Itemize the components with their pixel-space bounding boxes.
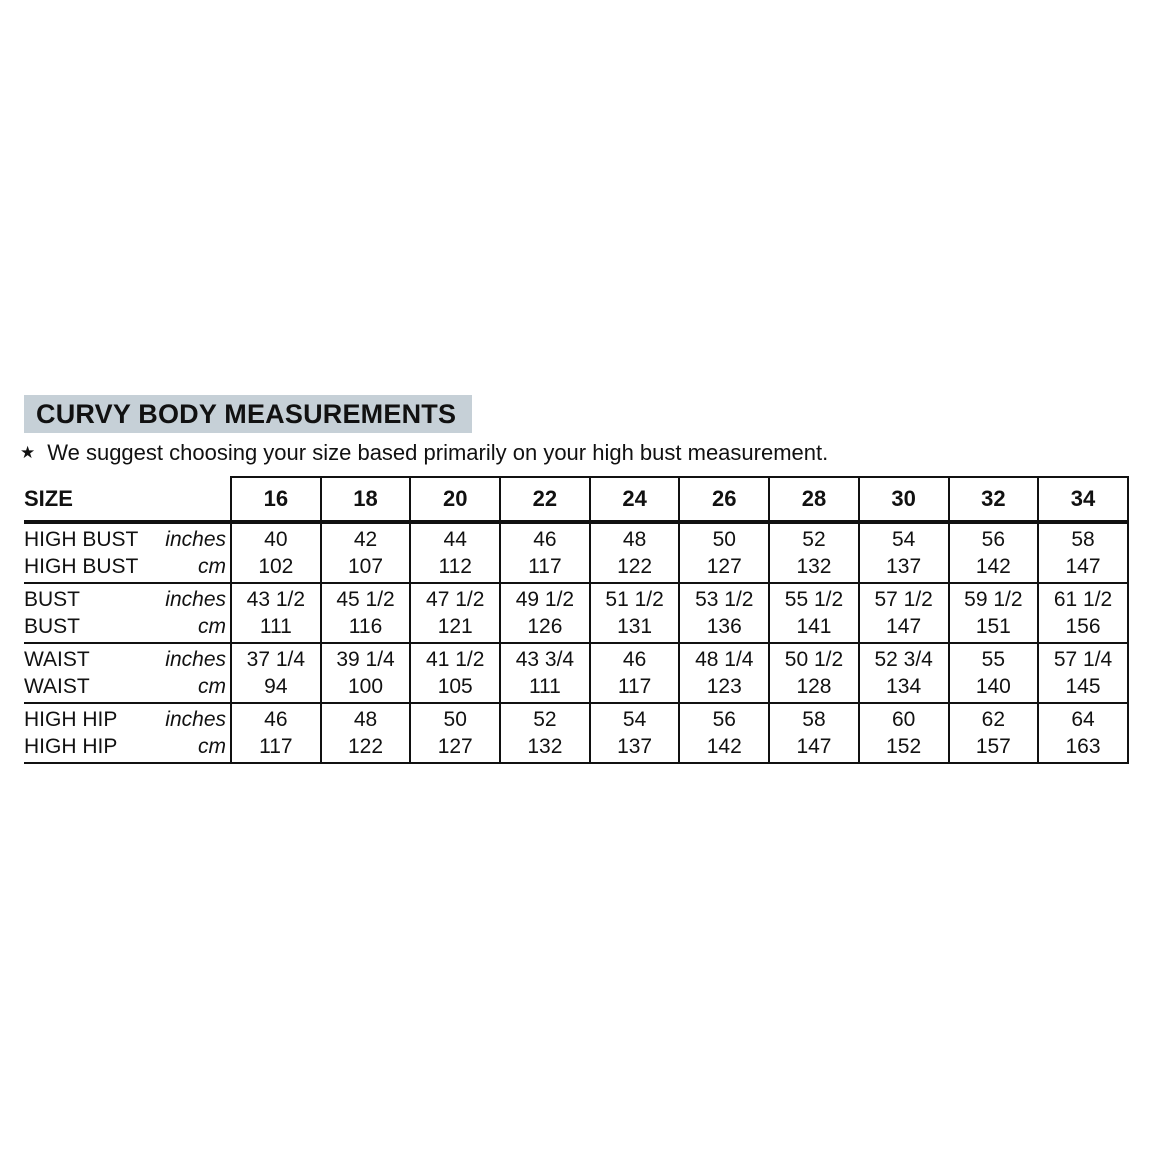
- cm-value: 140: [975, 675, 1011, 698]
- inches-value: 57 1/4: [1053, 648, 1113, 671]
- inches-value: 48: [622, 528, 647, 551]
- measurement-name: HIGH HIP: [24, 735, 118, 758]
- measurement-unit: inches: [165, 648, 226, 671]
- measurement-label: [24, 613, 230, 640]
- measurement-unit: inches: [165, 588, 226, 611]
- cm-value: 107: [348, 555, 384, 578]
- inches-value: 61 1/2: [1053, 588, 1113, 611]
- measurement-label: [24, 706, 230, 733]
- measurement-label-cell: [24, 703, 231, 763]
- size-header-cell: 26: [679, 477, 769, 522]
- measurement-value-cell: [410, 643, 500, 703]
- inches-value: 43 1/2: [246, 588, 306, 611]
- measurement-label-cell: [24, 643, 231, 703]
- inches-value: 52: [533, 708, 557, 731]
- measurement-value-cell: [769, 522, 859, 583]
- measurement-label: [24, 553, 230, 580]
- size-column-header: SIZE: [24, 485, 73, 511]
- inches-value: 39 1/4: [336, 648, 395, 671]
- cm-value: 121: [437, 615, 473, 638]
- measurement-label: [24, 646, 230, 673]
- cm-value: 157: [975, 735, 1011, 758]
- cm-value: 147: [796, 735, 832, 758]
- size-header-cell: 24: [590, 477, 680, 522]
- cm-value: 142: [975, 555, 1011, 578]
- measurement-unit: cm: [198, 675, 226, 698]
- cm-value: 156: [1065, 615, 1101, 638]
- measurement-value-cell: [769, 643, 859, 703]
- measurement-value-cell: [679, 583, 769, 643]
- cm-value: 102: [258, 555, 294, 578]
- inches-value: 50: [443, 708, 467, 731]
- inches-value: 60: [891, 708, 916, 731]
- measurement-value-cell: [410, 703, 500, 763]
- measurements-table: [24, 476, 1129, 764]
- inches-value: 59 1/2: [964, 588, 1023, 611]
- inches-value: 40: [264, 528, 288, 551]
- measurements-table-body: [24, 522, 1128, 763]
- inches-value: 50: [712, 528, 736, 551]
- inches-value: 55 1/2: [784, 588, 844, 611]
- measurement-value-cell: [231, 522, 321, 583]
- cm-value: 132: [527, 735, 563, 758]
- measurement-value-cell: [679, 522, 769, 583]
- inches-value: 58: [802, 708, 826, 731]
- measurement-name: HIGH HIP: [24, 708, 118, 731]
- measurement-value-cell: [410, 522, 500, 583]
- inches-value: 56: [712, 708, 736, 731]
- size-header-row: [24, 477, 1128, 522]
- cm-value: 94: [264, 675, 288, 698]
- inches-value: 57 1/2: [874, 588, 933, 611]
- measurement-value-cell: [859, 583, 949, 643]
- measurement-value-cell: [231, 643, 321, 703]
- inches-value: 41 1/2: [426, 648, 485, 671]
- measurement-value-cell: [949, 643, 1039, 703]
- cm-value: 134: [886, 675, 922, 698]
- measurement-group-row: [24, 583, 1128, 643]
- cm-value: 117: [259, 735, 293, 758]
- measurement-label: [24, 526, 230, 553]
- inches-value: 55: [981, 648, 1006, 671]
- measurement-label: [24, 586, 230, 613]
- measurement-unit: cm: [198, 735, 226, 758]
- size-header-cell: 34: [1038, 477, 1128, 522]
- inches-value: 43 3/4: [515, 648, 575, 671]
- inches-value: 52: [802, 528, 826, 551]
- cm-value: 126: [527, 615, 563, 638]
- measurement-unit: cm: [198, 615, 226, 638]
- cm-value: 151: [975, 615, 1011, 638]
- cm-value: 145: [1065, 675, 1101, 698]
- measurement-value-cell: [1038, 522, 1128, 583]
- inches-value: 56: [981, 528, 1006, 551]
- cm-value: 111: [259, 615, 292, 638]
- measurement-value-cell: [859, 643, 949, 703]
- cm-value: 142: [706, 735, 742, 758]
- size-header-cell: 20: [410, 477, 500, 522]
- size-header-cell: 18: [321, 477, 411, 522]
- measurement-name: HIGH BUST: [24, 555, 139, 578]
- cm-value: 105: [437, 675, 473, 698]
- measurement-group-row: [24, 522, 1128, 583]
- inches-value: 46: [264, 708, 288, 731]
- measurement-value-cell: [949, 522, 1039, 583]
- inches-value: 50 1/2: [784, 648, 844, 671]
- inches-value: 62: [981, 708, 1006, 731]
- measurement-name: WAIST: [24, 675, 90, 698]
- size-header-cell: 28: [769, 477, 859, 522]
- cm-value: 112: [438, 555, 472, 578]
- measurement-value-cell: [321, 583, 411, 643]
- measurement-name: BUST: [24, 588, 81, 611]
- cm-value: 136: [706, 615, 742, 638]
- inches-value: 52 3/4: [874, 648, 933, 671]
- inches-value: 46: [533, 528, 557, 551]
- cm-value: 122: [348, 735, 384, 758]
- inches-value: 51 1/2: [605, 588, 664, 611]
- cm-value: 111: [528, 675, 561, 698]
- size-header-cell: 16: [231, 477, 321, 522]
- measurement-value-cell: [1038, 643, 1128, 703]
- size-header-cell: 22: [500, 477, 590, 522]
- cm-value: 147: [1065, 555, 1101, 578]
- size-advice-note: [20, 438, 828, 468]
- cm-value: 152: [886, 735, 922, 758]
- measurement-value-cell: [859, 703, 949, 763]
- cm-value: 147: [886, 615, 922, 638]
- measurement-value-cell: [231, 703, 321, 763]
- inches-value: 42: [353, 528, 378, 551]
- cm-value: 137: [886, 555, 922, 578]
- cm-value: 123: [706, 675, 742, 698]
- inches-value: 46: [622, 648, 647, 671]
- measurement-value-cell: [410, 583, 500, 643]
- inches-value: 48 1/4: [695, 648, 754, 671]
- cm-value: 127: [437, 735, 473, 758]
- measurement-value-cell: [590, 703, 680, 763]
- cm-value: 141: [796, 615, 832, 638]
- star-icon: ★: [20, 443, 36, 462]
- measurement-value-cell: [321, 643, 411, 703]
- measurement-value-cell: [769, 583, 859, 643]
- inches-value: 47 1/2: [426, 588, 485, 611]
- cm-value: 100: [348, 675, 384, 698]
- inches-value: 53 1/2: [695, 588, 754, 611]
- measurement-value-cell: [231, 583, 321, 643]
- measurement-name: BUST: [24, 615, 81, 638]
- inches-value: 64: [1071, 708, 1095, 731]
- cm-value: 131: [617, 615, 653, 638]
- measurement-value-cell: [679, 703, 769, 763]
- note-text: We suggest choosing your size based primarily on your high bust measurement.: [47, 440, 829, 465]
- inches-value: 44: [443, 528, 467, 551]
- inches-value: 45 1/2: [336, 588, 395, 611]
- inches-value: 54: [622, 708, 647, 731]
- measurement-value-cell: [859, 522, 949, 583]
- size-header-cell: 32: [949, 477, 1039, 522]
- measurement-label: [24, 733, 230, 760]
- cm-value: 117: [528, 555, 562, 578]
- measurement-value-cell: [949, 703, 1039, 763]
- inches-value: 49 1/2: [515, 588, 575, 611]
- measurement-group-row: [24, 703, 1128, 763]
- measurement-label-cell: [24, 583, 231, 643]
- cm-value: 116: [348, 615, 383, 638]
- measurement-unit: inches: [165, 528, 226, 551]
- inches-value: 48: [353, 708, 378, 731]
- cm-value: 128: [796, 675, 832, 698]
- measurement-label-cell: [24, 522, 231, 583]
- measurement-value-cell: [590, 583, 680, 643]
- chart-title-banner: [24, 395, 472, 433]
- cm-value: 127: [706, 555, 742, 578]
- measurement-value-cell: [500, 703, 590, 763]
- size-header-cell: 30: [859, 477, 949, 522]
- cm-value: 163: [1065, 735, 1101, 758]
- cm-value: 137: [617, 735, 653, 758]
- measurement-value-cell: [590, 522, 680, 583]
- measurement-unit: cm: [198, 555, 226, 578]
- inches-value: 54: [891, 528, 916, 551]
- measurement-group-row: [24, 643, 1128, 703]
- inches-value: 37 1/4: [246, 648, 306, 671]
- measurement-value-cell: [1038, 583, 1128, 643]
- measurement-value-cell: [500, 643, 590, 703]
- measurement-value-cell: [321, 522, 411, 583]
- measurement-value-cell: [500, 583, 590, 643]
- measurement-value-cell: [769, 703, 859, 763]
- page-title: CURVY BODY MEASUREMENTS: [36, 398, 457, 429]
- measurement-value-cell: [321, 703, 411, 763]
- measurement-value-cell: [500, 522, 590, 583]
- measurement-value-cell: [679, 643, 769, 703]
- inches-value: 58: [1071, 528, 1095, 551]
- measurement-unit: inches: [165, 708, 226, 731]
- cm-value: 122: [617, 555, 653, 578]
- measurement-name: HIGH BUST: [24, 528, 139, 551]
- measurement-value-cell: [590, 643, 680, 703]
- cm-value: 132: [796, 555, 832, 578]
- measurement-value-cell: [1038, 703, 1128, 763]
- measurement-name: WAIST: [24, 648, 90, 671]
- measurement-label: [24, 673, 230, 700]
- measurement-value-cell: [949, 583, 1039, 643]
- cm-value: 117: [617, 675, 652, 698]
